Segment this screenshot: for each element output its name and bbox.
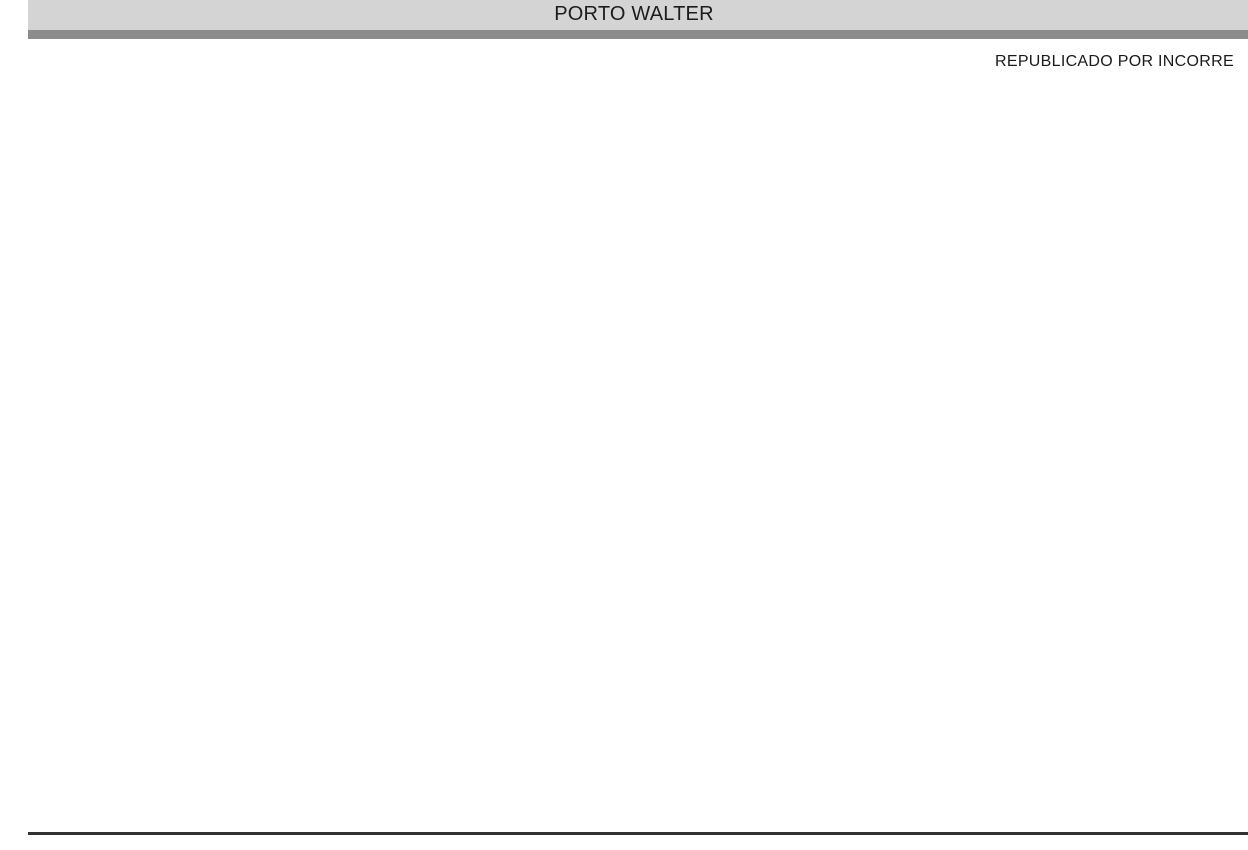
bottom-divider xyxy=(28,832,1248,835)
republication-notice: REPUBLICADO POR INCORRE xyxy=(995,53,1234,70)
page-title: PORTO WALTER xyxy=(554,3,714,25)
